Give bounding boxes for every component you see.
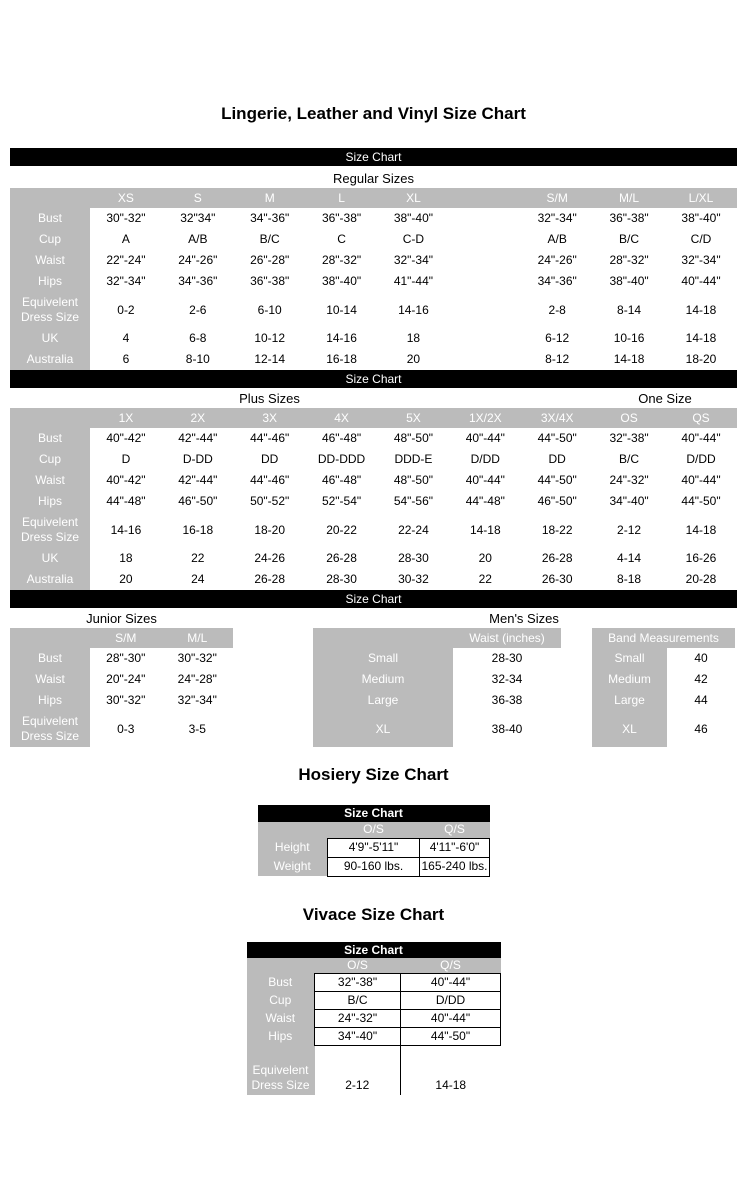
junior-sizes-label: Junior Sizes	[86, 610, 157, 626]
column-header: S/M	[90, 628, 162, 648]
column-header: 3X/4X	[521, 408, 593, 428]
row-label: Bust	[247, 973, 315, 991]
cell-value	[449, 349, 521, 370]
cell-value: 18-22	[541, 522, 573, 537]
column-header: M/L	[593, 188, 665, 208]
row-label: Cup	[10, 229, 90, 250]
row-label: XL	[313, 711, 453, 747]
cell-value: 40"-44"	[465, 431, 505, 445]
cell-value: B/C	[619, 232, 640, 246]
cell-value: 22"-24"	[106, 253, 146, 267]
column-header: O/S	[328, 822, 420, 838]
cell-value: 41"-44"	[393, 274, 434, 288]
junior-sizes-table	[10, 628, 233, 747]
cell-value: B/C	[259, 232, 280, 246]
cell-value: C/D	[690, 232, 712, 246]
row-label: Medium	[313, 669, 453, 690]
cell-value: 20	[119, 572, 133, 586]
row-label: Australia	[10, 349, 90, 370]
column-header: Q/S	[401, 958, 501, 974]
cell-value: 8-12	[545, 352, 570, 366]
cell-value: 30"-32"	[177, 651, 217, 665]
column-header: L	[306, 188, 378, 208]
cell-value: 32"34"	[180, 211, 216, 225]
cell-value: DDD-E	[394, 452, 433, 466]
plus-sizes-table	[10, 408, 747, 590]
hosiery-table	[258, 822, 490, 877]
cell-value: 20"-24"	[106, 672, 146, 686]
vivace-title: Vivace Size Chart	[302, 904, 445, 924]
cell-value: 18-20	[254, 522, 286, 537]
row-label: Cup	[10, 449, 90, 470]
hosiery-size-chart-banner: Size Chart	[258, 805, 490, 822]
vivace-table	[247, 958, 501, 1096]
cell-value: 18	[119, 551, 133, 565]
column-header: QS	[665, 408, 737, 428]
plus-sizes-section-row	[0, 388, 747, 408]
cell-value: 40	[694, 651, 708, 665]
row-label: Waist	[10, 669, 90, 690]
corner-cell	[10, 408, 90, 428]
row-label: Hips	[10, 271, 90, 292]
cell-value	[449, 328, 521, 349]
cell-value: 4'9"-5'11"	[328, 838, 420, 857]
cell-value: 40"-44"	[681, 274, 721, 288]
cell-value: 24"-26"	[537, 253, 577, 267]
cell-value: 22	[478, 572, 492, 586]
cell-value: 20-22	[326, 522, 357, 537]
row-label: Large	[313, 690, 453, 711]
cell-value: D/DD	[401, 991, 501, 1009]
cell-value: 18	[406, 331, 421, 345]
row-label: Hips	[247, 1027, 315, 1045]
row-label: Australia	[10, 569, 90, 590]
waist-column-header: Waist (inches)	[453, 628, 561, 648]
cell-value: 26-30	[541, 572, 573, 586]
cell-value: 28"-32"	[321, 253, 362, 267]
cell-value: 14-18	[469, 522, 501, 537]
cell-value: 14-18	[401, 1061, 501, 1095]
size-chart-banner-plus: Size Chart	[10, 370, 737, 388]
cell-value: 34"-40"	[609, 494, 649, 508]
row-label: Bust	[10, 208, 90, 229]
regular-sizes-section-row	[0, 168, 747, 188]
corner-cell	[247, 958, 315, 974]
cell-value: 36-38	[491, 693, 523, 707]
cell-value: 32"-34"	[106, 274, 146, 288]
column-header: XS	[90, 188, 162, 208]
cell-value: 46"-48"	[321, 431, 362, 445]
cell-value: 0-2	[117, 302, 135, 317]
cell-value: 24"-32"	[609, 473, 649, 487]
cell-value: 8-18	[617, 572, 642, 586]
cell-value: 90-160 lbs.	[328, 857, 420, 876]
cell-value: 24	[191, 572, 205, 586]
row-label: Equivelent Dress Size	[247, 1061, 315, 1095]
cell-value: 44"-48"	[106, 494, 146, 508]
cell-value: 4-14	[617, 551, 642, 565]
cell-value: 14-16	[398, 302, 429, 317]
cell-value: 2-6	[189, 302, 207, 317]
cell-value: 6-12	[545, 331, 570, 345]
cell-value: C	[337, 232, 346, 246]
cell-value: 34"-36"	[250, 211, 290, 225]
cell-value: 4'11"-6'0"	[420, 838, 490, 857]
cell-value: 8-10	[185, 352, 210, 366]
cell-value: 14-18	[685, 522, 717, 537]
cell-value: 18-20	[685, 352, 717, 366]
cell-value: 14-16	[110, 522, 142, 537]
cell-value: 32-34	[491, 672, 523, 686]
cell-value: 8-14	[617, 302, 642, 317]
column-header: S/M	[521, 188, 593, 208]
cell-value: 44"-46"	[250, 431, 290, 445]
corner-cell	[10, 628, 90, 648]
cell-value: 24"-26"	[178, 253, 218, 267]
row-label: Waist	[247, 1009, 315, 1027]
column-header: S	[162, 188, 234, 208]
cell-value: 40"-44"	[401, 973, 501, 991]
cell-value: 20	[406, 352, 421, 366]
cell-value: 6-8	[189, 331, 207, 345]
row-label: Hips	[10, 491, 90, 512]
row-label: XL	[592, 711, 667, 747]
cell-value	[449, 271, 521, 292]
column-header: 1X/2X	[449, 408, 521, 428]
column-header: O/S	[315, 958, 401, 974]
cell-value: 50"-52"	[250, 494, 290, 508]
cell-value: 42"-44"	[178, 431, 218, 445]
row-label: Large	[592, 690, 667, 711]
cell-value: D	[121, 452, 131, 466]
cell-value: DD	[261, 452, 279, 466]
cell-value: 40"-44"	[681, 431, 721, 445]
cell-value: 14-16	[326, 331, 357, 345]
cell-value: 28-30	[326, 572, 357, 586]
cell-value: 28-30	[491, 651, 523, 665]
cell-value: 44	[694, 693, 708, 707]
cell-value: 38"-40"	[609, 274, 649, 288]
cell-value: D-DD	[182, 452, 213, 466]
vivace-chart	[247, 942, 501, 1096]
corner-cell	[10, 188, 90, 208]
cell-value: 38-40	[491, 721, 523, 736]
cell-value: 42	[694, 672, 708, 686]
mens-sizes-tables	[313, 628, 735, 747]
cell-value: 54"-56"	[393, 494, 434, 508]
row-label: Small	[592, 648, 667, 669]
cell-value: 10-14	[326, 302, 357, 317]
cell-value: A/B	[547, 232, 567, 246]
cell-value: 46	[694, 721, 708, 736]
row-label: Cup	[247, 991, 315, 1009]
cell-value: 10-12	[254, 331, 286, 345]
row-label: UK	[10, 548, 90, 569]
hosiery-chart	[258, 805, 490, 877]
cell-value: 16-18	[326, 352, 357, 366]
cell-value: 48"-50"	[393, 473, 434, 487]
column-header: XL	[378, 188, 450, 208]
cell-value: 24-26	[254, 551, 286, 565]
cell-value: 32"-34"	[537, 211, 577, 225]
cell-value: 24"-28"	[177, 672, 217, 686]
cell-value: C-D	[402, 232, 425, 246]
cell-value: 24"-32"	[315, 1009, 401, 1027]
page-title: Lingerie, Leather and Vinyl Size Chart	[221, 104, 526, 123]
cell-value: 52"-54"	[321, 494, 362, 508]
row-label: UK	[10, 328, 90, 349]
cell-value: 44"-50"	[537, 473, 577, 487]
row-label: Bust	[10, 648, 90, 669]
cell-value: 32"-34"	[393, 253, 434, 267]
cell-value: A/B	[188, 232, 208, 246]
size-chart-banner-junior-mens: Size Chart	[10, 590, 737, 608]
vivace-size-chart-banner: Size Chart	[247, 942, 501, 958]
cell-value: 28-30	[398, 551, 429, 565]
cell-value: 28"-30"	[106, 651, 146, 665]
column-header: OS	[593, 408, 665, 428]
row-label: Small	[313, 648, 453, 669]
cell-value	[401, 1045, 501, 1061]
junior-mens-row	[0, 628, 747, 747]
regular-sizes-label: Regular Sizes	[333, 170, 414, 186]
cell-value: 32"-38"	[315, 973, 401, 991]
cell-value: 44"-46"	[250, 473, 290, 487]
cell-value: 6	[122, 352, 130, 366]
cell-value: 30-32	[398, 572, 429, 586]
cell-value: 165-240 lbs.	[420, 857, 490, 876]
mens-sizes-label: Men's Sizes	[489, 610, 559, 626]
hosiery-title: Hosiery Size Chart	[298, 765, 449, 784]
cell-value	[449, 292, 521, 328]
column-header: M	[234, 188, 306, 208]
row-label	[247, 1045, 315, 1061]
band-column-header: Band Measurements	[592, 628, 735, 648]
cell-value: 48"-50"	[393, 431, 434, 445]
corner-cell	[313, 628, 453, 648]
cell-value: 40"-42"	[106, 473, 146, 487]
row-label: Bust	[10, 428, 90, 449]
row-label: Height	[258, 838, 328, 857]
cell-value: 36"-38"	[609, 211, 649, 225]
row-label: Equivelent Dress Size	[10, 512, 90, 548]
cell-value	[449, 250, 521, 271]
junior-mens-section-row	[0, 608, 747, 628]
cell-value: 38"-40"	[393, 211, 434, 225]
cell-value: 34"-36"	[537, 274, 577, 288]
cell-value: 32"-38"	[609, 431, 649, 445]
cell-value: 30"-32"	[106, 693, 146, 707]
cell-value: 26"-28"	[250, 253, 290, 267]
cell-value: 28"-32"	[609, 253, 649, 267]
cell-value: 38"-40"	[321, 274, 362, 288]
cell-value	[315, 1045, 401, 1061]
cell-value: B/C	[619, 452, 640, 466]
cell-value: 32"-34"	[177, 693, 217, 707]
column-header: L/XL	[665, 188, 737, 208]
cell-value: 44"-50"	[537, 431, 577, 445]
cell-value: 22-24	[398, 522, 429, 537]
cell-value: 14-18	[685, 331, 717, 345]
row-label: Weight	[258, 857, 328, 876]
cell-value: 0-3	[117, 721, 135, 736]
cell-value: 3-5	[188, 721, 206, 736]
cell-value: A	[121, 232, 130, 246]
column-header: 4X	[306, 408, 378, 428]
row-label: Equivelent Dress Size	[10, 292, 90, 328]
cell-value: 40"-44"	[465, 473, 505, 487]
cell-value: 6-10	[257, 302, 282, 317]
cell-value: 12-14	[254, 352, 286, 366]
cell-value: 44"-48"	[465, 494, 505, 508]
column-header: 3X	[234, 408, 306, 428]
cell-value: 40"-44"	[401, 1009, 501, 1027]
cell-value: 30"-32"	[106, 211, 146, 225]
cell-value: 34"-36"	[178, 274, 218, 288]
column-header	[449, 188, 521, 208]
regular-sizes-table	[10, 188, 747, 370]
row-label: Medium	[592, 669, 667, 690]
cell-value: 20-28	[685, 572, 717, 586]
cell-value: 42"-44"	[178, 473, 218, 487]
plus-sizes-label: Plus Sizes	[239, 390, 300, 406]
cell-value: 4	[122, 331, 130, 345]
cell-value: 16-18	[182, 522, 214, 537]
cell-value	[449, 208, 521, 229]
cell-value: 2-12	[617, 522, 642, 537]
cell-value: DD-DDD	[317, 452, 366, 466]
size-chart-banner-regular: Size Chart	[10, 148, 737, 166]
cell-value: 44"-50"	[401, 1027, 501, 1045]
cell-value: 20	[478, 551, 492, 565]
row-label: Waist	[10, 250, 90, 271]
cell-value: 46"-50"	[537, 494, 577, 508]
cell-value: 32"-34"	[681, 253, 721, 267]
cell-value: DD	[548, 452, 566, 466]
cell-value: 26-28	[326, 551, 357, 565]
column-header: M/L	[162, 628, 234, 648]
cell-value	[449, 229, 521, 250]
cell-value: 44"-50"	[681, 494, 721, 508]
cell-value: 36"-38"	[250, 274, 290, 288]
cell-value: 22	[191, 551, 205, 565]
corner-cell	[258, 822, 328, 838]
cell-value: 46"-50"	[178, 494, 218, 508]
cell-value: 26-28	[254, 572, 286, 586]
row-label: Equivelent Dress Size	[10, 711, 90, 747]
cell-value: 36"-38"	[321, 211, 362, 225]
column-header: Q/S	[420, 822, 490, 838]
column-header: 1X	[90, 408, 162, 428]
cell-value: 2-8	[548, 302, 566, 317]
cell-value: 2-12	[345, 1078, 370, 1092]
row-label: Waist	[10, 470, 90, 491]
cell-value: 40"-42"	[106, 431, 146, 445]
cell-value: 46"-48"	[321, 473, 362, 487]
cell-value: 40"-44"	[681, 473, 721, 487]
cell-value: 14-18	[685, 302, 717, 317]
cell-value: 26-28	[541, 551, 573, 565]
cell-value: 38"-40"	[681, 211, 721, 225]
column-header: 5X	[378, 408, 450, 428]
cell-value: 34"-40"	[315, 1027, 401, 1045]
cell-value: D/DD	[686, 452, 716, 466]
cell-value: D/DD	[470, 452, 500, 466]
row-label: Hips	[10, 690, 90, 711]
column-header: 2X	[162, 408, 234, 428]
cell-value: B/C	[315, 991, 401, 1009]
cell-value: 10-16	[613, 331, 645, 345]
one-size-label: One Size	[638, 390, 692, 406]
cell-value: 16-26	[685, 551, 717, 565]
cell-value: 14-18	[613, 352, 645, 366]
